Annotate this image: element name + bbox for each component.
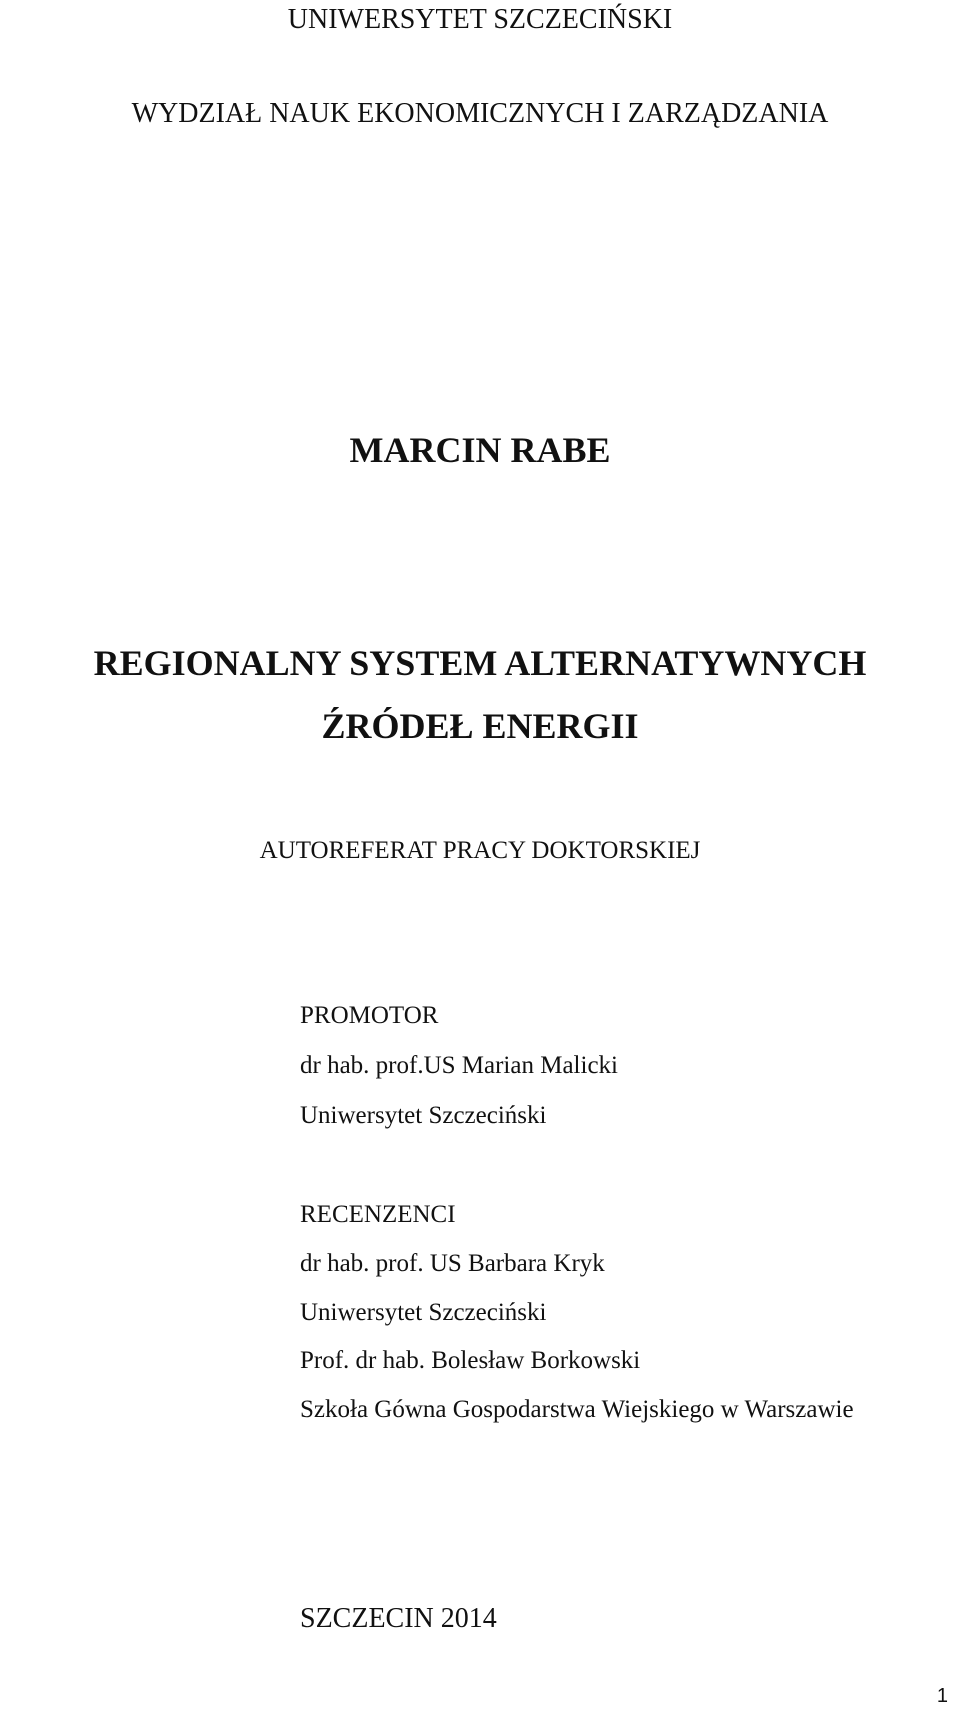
promotor-affiliation: Uniwersytet Szczeciński [300,1102,547,1129]
reviewer-name: dr hab. prof. US Barbara Kryk [300,1250,605,1277]
promotor-heading: PROMOTOR [300,1002,439,1029]
document-subtitle: AUTOREFERAT PRACY DOKTORSKIEJ [259,837,701,864]
promotor-name: dr hab. prof.US Marian Malicki [300,1052,618,1079]
reviewer-name: Prof. dr hab. Bolesław Borkowski [300,1347,641,1374]
faculty-name: WYDZIAŁ NAUK EKONOMICZNYCH I ZARZĄDZANIA [131,98,829,129]
thesis-title-line-2: ŹRÓDEŁ ENERGII [321,706,639,746]
author-name: MARCIN RABE [349,430,611,470]
thesis-title-line-1: REGIONALNY SYSTEM ALTERNATYWNYCH [93,643,867,683]
reviewers-heading: RECENZENCI [300,1201,456,1228]
university-name: UNIWERSYTET SZCZECIŃSKI [287,4,673,35]
reviewer-affiliation: Uniwersytet Szczeciński [300,1299,547,1326]
reviewer-affiliation: Szkoła Gówna Gospodarstwa Wiejskiego w Warszawie [300,1396,854,1423]
page-number: 1 [936,1685,948,1707]
place-and-year: SZCZECIN 2014 [300,1603,497,1634]
